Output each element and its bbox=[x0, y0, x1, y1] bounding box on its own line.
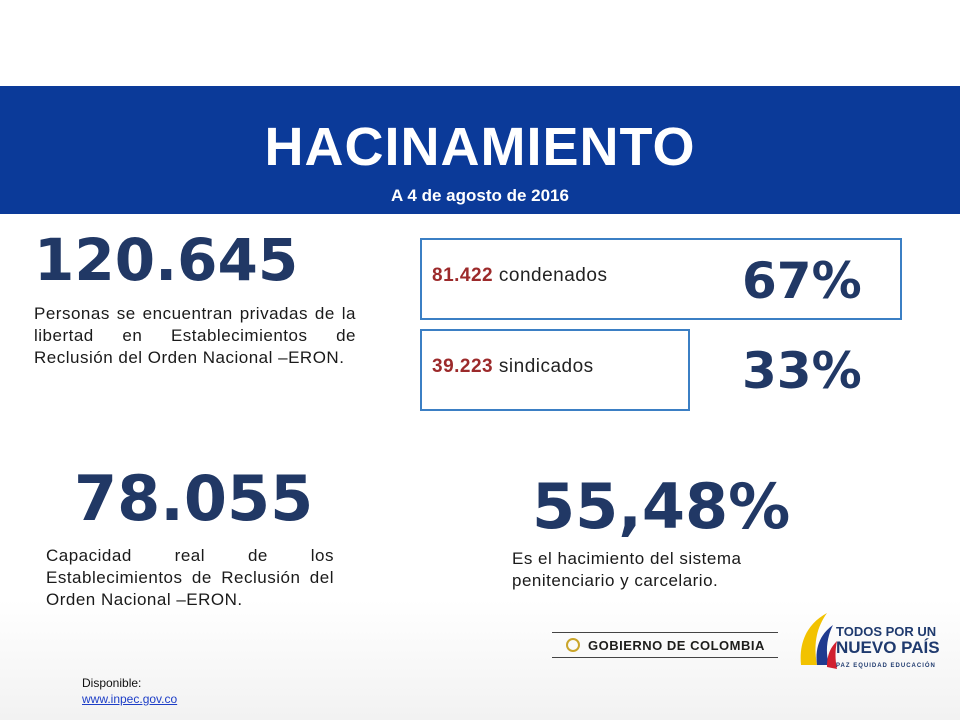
inpec-link[interactable]: www.inpec.gov.co bbox=[82, 692, 178, 706]
gobierno-logo-text: GOBIERNO DE COLOMBIA bbox=[588, 637, 765, 653]
condenados-value: 81.422 bbox=[432, 265, 494, 286]
footer-label: Disponible: bbox=[82, 676, 142, 690]
colombia-seal-icon bbox=[566, 638, 580, 652]
tpun-text bbox=[836, 624, 940, 674]
sindicados-value: 39.223 bbox=[432, 356, 494, 377]
tpun-line-2: NUEVO PAÍS bbox=[836, 638, 940, 657]
condenados-label: condenados bbox=[493, 265, 608, 286]
hacinamiento-description: Es el hacimiento del sistema penitenciario y carcelario. bbox=[512, 549, 742, 590]
condenados-text bbox=[432, 265, 607, 287]
total-value: 120.645 bbox=[34, 226, 299, 294]
sindicados-label: sindicados bbox=[493, 356, 594, 377]
sindicados-percent: 33% bbox=[742, 342, 862, 400]
gobierno-de-colombia-logo bbox=[552, 632, 778, 658]
tpun-line-1: TODOS POR UN bbox=[836, 624, 937, 639]
hacinamiento-value: 55,48% bbox=[532, 470, 791, 543]
page-title: HACINAMIENTO bbox=[264, 117, 696, 177]
total-description: Personas se encuentran privadas de la libertad en Establecimientos de Reclusión del Orden Nacional –ERON. bbox=[34, 304, 356, 367]
page-date: A 4 de agosto de 2016 bbox=[391, 186, 569, 205]
condenados-percent: 67% bbox=[742, 252, 862, 310]
tpun-line-3: PAZ EQUIDAD EDUCACIÓN bbox=[836, 663, 936, 669]
capacidad-value: 78.055 bbox=[74, 462, 314, 535]
sindicados-text bbox=[432, 356, 594, 378]
capacidad-description: Capacidad real de los Establecimientos de Reclusión del Orden Nacional –ERON. bbox=[46, 546, 334, 609]
